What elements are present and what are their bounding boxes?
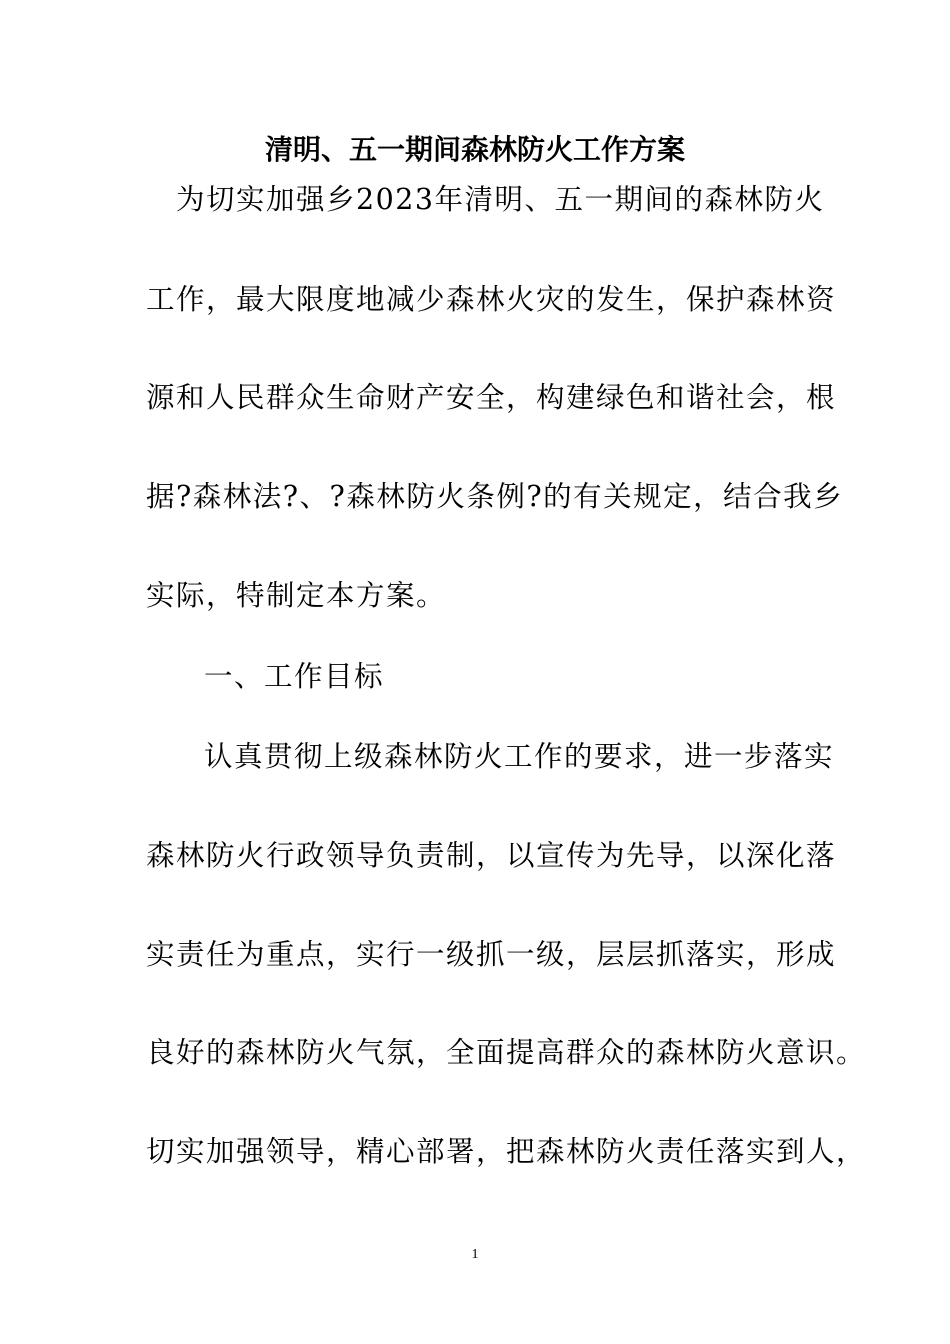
paragraph-line: 据?森林法?、?森林防火条例?的有关规定，结合我乡 xyxy=(146,480,844,513)
paragraph-line: 良好的森林防火气氛，全面提高群众的森林防火意识。 xyxy=(146,1036,867,1069)
paragraph-line: 实责任为重点，实行一级抓一级，层层抓落实，形成 xyxy=(146,938,837,971)
paragraph-line: 源和人民群众生命财产安全，构建绿色和谐社会，根 xyxy=(146,381,837,414)
page-number: 1 xyxy=(471,1247,479,1262)
paragraph-line: 森林防火行政领导负责制，以宣传为先导，以深化落 xyxy=(146,839,837,872)
section-heading: 一、工作目标 xyxy=(204,660,385,693)
paragraph-line: 为切实加强乡2023年清明、五一期间的森林防火 xyxy=(176,183,825,216)
paragraph-line: 切实加强领导，精心部署，把森林防火责任落实到人， xyxy=(146,1135,867,1168)
paragraph-line: 工作，最大限度地减少森林火灾的发生，保护森林资 xyxy=(146,283,837,316)
document-title: 清明、五一期间森林防火工作方案 xyxy=(264,133,685,166)
paragraph-line: 认真贯彻上级森林防火工作的要求，进一步落实 xyxy=(204,740,835,773)
paragraph-line: 实际，特制定本方案。 xyxy=(146,579,447,612)
